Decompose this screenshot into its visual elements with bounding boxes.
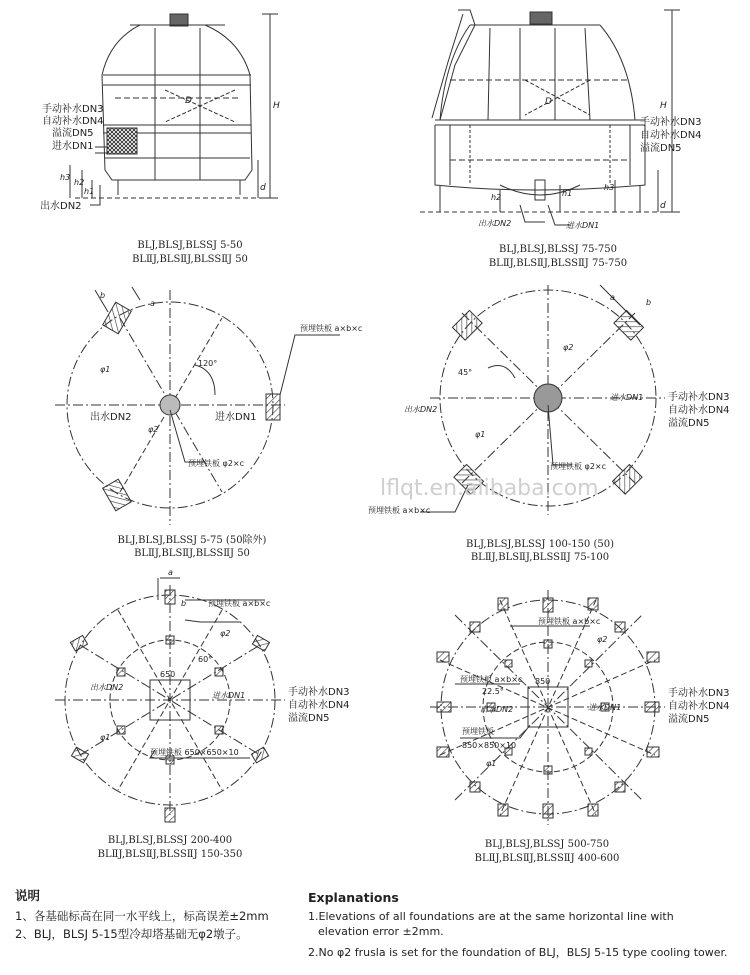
label-dn4: 自动补水DN4	[668, 405, 730, 416]
caption-mid-left-2: BLⅡJ,BLSⅡJ,BLSSⅡJ 50	[134, 548, 250, 559]
dim-d: d	[260, 183, 266, 193]
label-phi2: φ2	[597, 635, 608, 644]
caption-top-left-2: BLⅡJ,BLSⅡJ,BLSSⅡJ 50	[132, 254, 248, 265]
dim-h2: h2	[74, 178, 85, 187]
foundation-plan-3-leg-labels	[90, 291, 362, 559]
label-angle: 60°	[198, 655, 213, 664]
dim-H: H	[273, 101, 280, 111]
label-anchor: 预埋铁板 φ2×c	[550, 462, 607, 471]
label-plate: 预埋铁板 a×b×c	[300, 324, 363, 333]
notes-en-title: Explanations	[308, 890, 399, 905]
foundation-plan-4-leg-labels	[368, 293, 730, 563]
caption-top-left-1: BLJ,BLSJ,BLSSJ 5-50	[137, 240, 243, 251]
dim-D: D	[185, 96, 192, 106]
notes-cn-line1: 1、各基础标高在同一水平线上，标高误差±2mm	[15, 909, 269, 923]
label-dn2: 出水DN2	[478, 219, 512, 228]
dim-d: d	[660, 201, 666, 211]
dim-h2: h2	[491, 193, 502, 202]
dim-h3: h3	[604, 183, 615, 192]
label-dn2: 出水DN2	[480, 705, 514, 714]
label-a: a	[168, 568, 173, 577]
label-dn5: 溢流DN5	[668, 714, 710, 725]
label-a: a	[610, 293, 615, 302]
notes-cn-title: 说明	[15, 888, 41, 903]
label-angle: 120°	[198, 359, 218, 368]
tower-elevation-large-labels	[478, 97, 702, 269]
label-phi2: φ2	[148, 425, 159, 434]
label-a: a	[150, 299, 155, 308]
foundation-plan-6-leg-labels	[90, 568, 350, 860]
label-phi2: φ2	[220, 629, 231, 638]
foundation-plan-8-leg-labels	[460, 616, 730, 864]
notes-en-line2: 2.No φ2 frusla is set for the foundation of BLJ，BLSJ 5-15 type cooling tower.	[308, 946, 728, 959]
label-plate: 预埋铁板 a×b×c	[368, 506, 431, 515]
label-dn3: 手动补水DN3	[668, 688, 730, 699]
label-dn5: 溢流DN5	[640, 143, 682, 154]
dim-D: D	[545, 97, 552, 107]
caption-top-right-2: BLⅡJ,BLSⅡJ,BLSSⅡJ 75-750	[488, 258, 628, 269]
label-dn1: 进水DN1	[588, 703, 622, 712]
dim-h1: h1	[562, 189, 573, 198]
caption-mid-right-1: BLJ,BLSJ,BLSSJ 100-150 (50)	[466, 539, 614, 550]
label-dn4: 自动补水DN4	[42, 116, 104, 127]
label-dn2: 出水DN2	[90, 683, 124, 692]
label-angle: 22.5°	[482, 687, 504, 696]
label-dn1: 进水DN1	[610, 393, 644, 402]
label-anchor: 预埋铁板 φ2×c	[188, 459, 245, 468]
caption-top-right-1: BLJ,BLSJ,BLSSJ 75-750	[499, 244, 617, 255]
watermark: lflqt.en.alibaba.com	[380, 476, 599, 501]
caption-bot-right-1: BLJ,BLSJ,BLSSJ 500-750	[484, 839, 610, 850]
label-phi1: φ1	[475, 430, 486, 439]
dim-H: H	[660, 101, 667, 111]
label-dn3: 手动补水DN3	[668, 392, 730, 403]
caption-bot-left-2: BLⅡJ,BLSⅡJ,BLSSⅡJ 150-350	[97, 849, 243, 860]
label-phi1: φ1	[100, 365, 111, 374]
caption-bot-right-2: BLⅡJ,BLSⅡJ,BLSSⅡJ 400-600	[474, 853, 620, 864]
label-phi1: φ1	[486, 759, 497, 768]
label-dn5: 溢流DN5	[668, 418, 710, 429]
notes-en-line1b: elevation error ±2mm.	[318, 925, 444, 938]
label-base: 预埋铁板 650×650×10	[150, 748, 239, 757]
notes-section	[0, 882, 750, 972]
label-plate: 预埋铁板 a×b×c	[208, 599, 271, 608]
label-base-title: 预埋铁板	[462, 727, 494, 736]
foundation-plan-6-leg	[55, 578, 285, 822]
notes-cn-line2: 2、BLJ，BLSJ 5-15型冷却塔基础无φ2墩子。	[15, 927, 248, 941]
label-plate-left: 预埋铁板 a×b×c	[460, 675, 523, 684]
label-dn3: 手动补水DN3	[42, 104, 104, 115]
label-dn4: 自动补水DN4	[668, 701, 730, 712]
caption-bot-left-1: BLJ,BLSJ,BLSSJ 200-400	[107, 835, 233, 846]
label-dn5: 溢流DN5	[52, 128, 94, 139]
label-phi1: φ1	[100, 733, 111, 742]
label-dn1: 进水DN1	[566, 221, 600, 230]
label-size: 650	[160, 670, 176, 679]
label-plate-top: 预埋铁板 a×b×c	[538, 617, 601, 626]
notes-en-line1: 1.Elevations of all foundations are at the same horizontal line with	[308, 910, 674, 923]
label-dn5: 溢流DN5	[288, 713, 330, 724]
label-dn1: 进水DN1	[212, 691, 246, 700]
dim-h3: h3	[60, 173, 71, 182]
label-angle: 45°	[458, 368, 473, 377]
label-b: b	[100, 291, 106, 300]
label-b: b	[646, 298, 652, 307]
caption-mid-left-1: BLJ,BLSJ,BLSSJ 5-75 (50除外)	[117, 535, 267, 546]
dim-h1: h1	[84, 187, 95, 196]
label-dn3: 手动补水DN3	[288, 687, 350, 698]
caption-mid-right-2: BLⅡJ,BLSⅡJ,BLSSⅡJ 75-100	[470, 552, 610, 563]
label-dn2: 出水DN2	[40, 201, 82, 212]
label-b: b	[181, 599, 187, 608]
label-dn4: 自动补水DN4	[288, 700, 350, 711]
label-dn1: 进水DN1	[215, 412, 257, 423]
label-dn3: 手动补水DN3	[640, 117, 702, 128]
label-dn1: 进水DN1	[52, 141, 94, 152]
label-size: 850	[535, 677, 551, 686]
label-dn4: 自动补水DN4	[640, 130, 702, 141]
foundation-plan-3-leg	[55, 287, 340, 525]
label-phi2: φ2	[563, 343, 574, 352]
label-base-size: 850×850×10	[462, 741, 517, 750]
label-dn2: 出水DN2	[404, 405, 438, 414]
label-dn2: 出水DN2	[90, 412, 132, 423]
